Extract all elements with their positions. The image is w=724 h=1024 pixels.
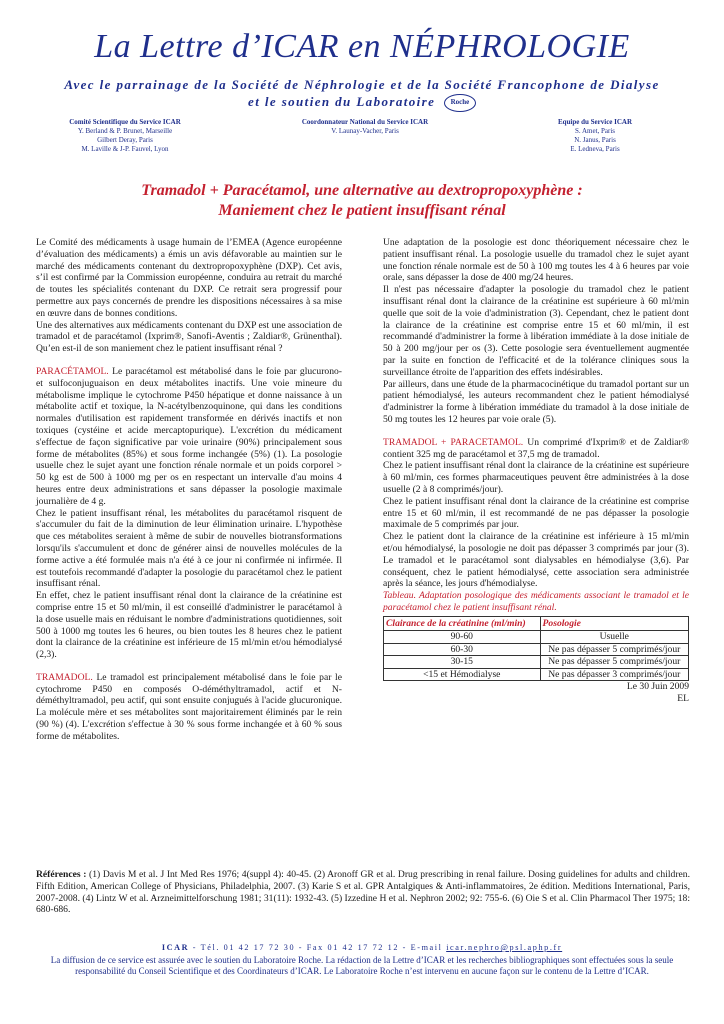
paragraph — [36, 672, 342, 743]
table-header-row — [384, 616, 689, 631]
email-link[interactable]: icar.nephro@psl.aphp.fr — [446, 943, 563, 952]
paragraph: Une des alternatives aux médicaments contenant du DXP est une association de tramadol et de paracétamol (Ixprim®, Sanofi-Aventis ; Zaldiar®, Grünenthal). Qu’en est-il de son maniement chez le patient insuffisant rénal ? — [36, 319, 342, 355]
section-label-paracetamol: PARACÉTAMOL. — [36, 365, 109, 377]
date: Le 30 Juin 2009 — [626, 681, 689, 693]
table-row — [384, 656, 689, 669]
committee-heading: Comité Scientifique du Service ICAR — [69, 118, 181, 126]
table-cell: Ne pas dépasser 3 comprimés/jour — [540, 668, 688, 681]
newsletter-title: La Lettre d’ICAR en NÉPHROLOGIE — [94, 28, 630, 65]
table-row — [384, 631, 689, 644]
article-title-line-1: Tramadol + Paracétamol, une alternative au dextropropoxyphène : — [141, 182, 583, 199]
author-initials: EL — [677, 693, 689, 704]
table-cell: <15 et Hémodialyse — [384, 668, 541, 681]
table-cell: 90-60 — [384, 631, 541, 644]
paragraph-text: Le tramadol est principalement métabolisé dans le foie par le cytochrome P450 en composés O-déméthyltramadol, actif et N-déméthyltramadol, peu actif, qui sont ensuite conjugués à l'acide glucuronique. La molécule mère et ses métabolites sont majoritairement éliminés par le rein (90 %) (4). L'excrétion s'effectue à 30 % sous forme inchangée et à 60 % sous forme de métabolites. — [36, 671, 342, 742]
table-cell: Usuelle — [540, 631, 688, 644]
paragraph: Le Comité des médicaments à usage humain de l’EMEA (Agence européenne d’évaluation des médicaments) a émis un avis défavorable au maintien sur le marché des médicaments contenant du dextropropoxyphène (DXP). Cet avis, s’il est confirmé par la Commission européenne, conduira au retrait du marché de toutes les spécialités contenant du DXP. Ce retrait sera progressif pour permettre aux pays concernés de prendre les dispositions nécessaires à sa mise en œuvre dans de bonnes conditions. — [36, 237, 342, 319]
left-column — [36, 237, 342, 743]
committees-block — [0, 118, 724, 158]
subtitle-line-2 — [40, 93, 684, 112]
table-cell: Ne pas dépasser 5 comprimés/jour — [540, 643, 688, 656]
paragraph: Chez le patient insuffisant rénal dont la clairance de la créatinine est supérieure à 60 ml/min, ces formes pharmaceutiques peuvent être administrées à la dose usuelle (2 à 8 comprimés/jour). — [383, 460, 689, 495]
disclaimer: La diffusion de ce service est assurée avec le soutien du Laboratoire Roche. La rédaction de la Lettre d’ICAR et les recherches bibliographiques sont effectuées sous la seule responsabilité du Conseil Scientifique et des Coordinateurs d’ICAR. Le Laboratoire Roche n’est intervenu en aucune façon sur le contenu de la Lettre d’ICAR. — [50, 955, 674, 976]
committee-member: N. Janus, Paris — [574, 136, 616, 144]
scientific-committee — [50, 118, 200, 154]
paragraph-text: Un comprimé d'Ixprim® et de Zaldiar® contient 325 mg de paracétamol et 37,5 mg de tramadol. — [383, 436, 689, 460]
paragraph: Chez le patient insuffisant rénal, les métabolites du paracétamol risquent de s'accumuler du fait de la diminution de leur élimination urinaire. L'hypothèse que ces métabolites seraient à même de subir de nouvelles biotransformations lorsqu'ils s'accumulent et donc de générer ainsi de nouvelles molécules de la forme active a été formulée mais n'a été à ce jour ni confirmée ni infirmée. Il est toutefois recommandé d'adapter la posologie du paracétamol chez le patient insuffisant rénal. — [36, 507, 342, 590]
paragraph — [36, 366, 342, 508]
committee-member: Gilbert Deray, Paris — [97, 136, 153, 144]
paragraph: Chez le patient dont la clairance de la créatinine est inférieure à 15 ml/min et/ou hémodialysé, la posologie ne doit pas dépasser 3 comprimés par jour (3). Le tramadol et le paracétamol sont dialysables en hémodialyse (3,6). Par conséquent, chez le patient hémodialysé, cette association sera administrée après la séance, les jours d'hémodialyse. — [383, 531, 689, 590]
section-label-combination: TRAMADOL + PARACETAMOL. — [383, 436, 524, 448]
committee-member: Y. Berland & P. Brunet, Marseille — [77, 127, 173, 135]
paragraph: Chez le patient insuffisant rénal dont la clairance de la créatinine est comprise entre 15 et 60 ml/min, il est recommandé de ne pas dépasser la posologie maximale de 5 comprimés par jour. — [383, 495, 689, 531]
committee-member: V. Launay-Vacher, Paris — [331, 127, 399, 135]
icar-brand: ICAR — [161, 943, 190, 952]
paragraph: Par ailleurs, dans une étude de la pharmacocinétique du tramadol portant sur un patient hémodialysé, les auteurs recommandent chez le patient hémodialysé d'administrer la forme à libération immédiate du tramadol à la dose initiale de 50 mg toutes les 12 heures par voie orale (5). — [383, 378, 689, 425]
national-coordinator — [285, 118, 445, 136]
table-cell: 30-15 — [384, 656, 541, 669]
paragraph: Il n'est pas nécessaire d'adapter la posologie du tramadol chez le patient insuffisant rénal dont la clairance de la créatinine est supérieure à 60 ml/min quelle que soit de la voie d'administration (3). Cependant, chez le patient dont la clairance de la créatinine est comprise entre 15 et 60 ml/min, il est recommandé d'administrer la forme à libération immédiate à la dose initiale de 50 à 200 mg/jour per os (3). Cette posologie sera éventuellement augmentée par la suite en fonction de l'efficacité et de la tolérance cliniques sous la surveillance étroite de l'apparition des effets indésirables. — [383, 284, 689, 378]
table-header: Clairance de la créatinine (ml/min) — [384, 616, 541, 631]
committee-heading: Coordonnateur National du Service ICAR — [301, 118, 429, 126]
section-label-tramadol: TRAMADOL. — [36, 671, 93, 683]
article-title — [60, 181, 664, 221]
service-team — [520, 118, 670, 154]
dosage-table — [383, 616, 689, 682]
committee-heading: Equipe du Service ICAR — [557, 118, 633, 126]
table-caption: Tableau. Adaptation posologique des médicaments associant le tramadol et le paracétamol chez le patient insuffisant rénal. — [383, 590, 689, 613]
table-header: Posologie — [540, 616, 688, 631]
roche-logo: Roche — [444, 94, 476, 112]
committee-member: E. Ledneva, Paris — [570, 145, 620, 153]
table-cell: 60-30 — [384, 643, 541, 656]
article-title-line-2: Maniement chez le patient insuffisant rénal — [218, 202, 506, 219]
table-cell: Ne pas dépasser 5 comprimés/jour — [540, 656, 688, 669]
table-row — [384, 643, 689, 656]
references-text: (1) Davis M et al. J Int Med Res 1976; 4(suppl 4): 40-45. (2) Aronoff GR et al. Drug prescribing in renal failure. Dosing guidelines for adults and children. Fifth Edition, American College of Physicians, Philadelphia, 2007. (3) Karie S et al. GPR Antalgiques & Anti-inflammatoires, 2e édition. Meditions International, Paris, 2007-2008. (4) Lintz W et al. Arzneimittelforschung 1981; 31(11): 1932-43. (5) Izzedine H et al. Nephron 2002; 92: 755-6. (6) Oie S et al. Clin Pharmacol Ther 1975; 18: 680-686. — [36, 869, 690, 916]
paragraph — [383, 437, 689, 461]
committee-member: S. Amet, Paris — [574, 127, 616, 135]
references — [36, 869, 690, 916]
paragraph: En effet, chez le patient insuffisant rénal dont la clairance de la créatinine est comprise entre 15 et 50 ml/min, il est conseillé d'administrer le paracétamol à la dose usuelle mais en réduisant le nombre d'administrations quotidiennes, soit 500 à 1000 mg toutes les 6 heures, ou bien toutes les 8 heures chez le patient dont la clairance de la créatinine est inférieure de 15 ml/min et/ou hémodialysé (2,3). — [36, 590, 342, 661]
subtitle-line-1: Avec le parrainage de la Société de Néphrologie et de la Société Francophone de Dialyse — [64, 77, 660, 92]
contact-details: - Tél. 01 42 17 72 30 - Fax 01 42 17 72 12 - E-mail — [189, 943, 447, 952]
table-row — [384, 668, 689, 681]
subtitle-line-2-text: et le soutien du Laboratoire — [248, 94, 436, 109]
references-label: Références : — [36, 869, 87, 880]
newsletter-subtitle — [40, 76, 684, 112]
committee-member: M. Laville & J-P. Fauvel, Lyon — [81, 145, 169, 153]
paragraph: Une adaptation de la posologie est donc théoriquement nécessaire chez le patient insuffisant rénal. La posologie usuelle du tramadol chez le sujet ayant une fonction rénale normale est de 50 à 100 mg toutes les 4 à 6 heures par voie orale, sans dépasser la dose de 400 mg/24 heures. — [383, 237, 689, 284]
paragraph-text: Le paracétamol est métabolisé dans le foie par glucurono- et sulfoconjuguaison en deux métabolites inactifs. Une voie mineure du métabolisme implique le cytochrome P450 hépatique et donne naissance à un métabolite actif et toxique, la N-acétylbenzoquinone, qui dans les conditions normales d'utilisation est rapidement transformée en dérivés inactifs et non toxiques (cystéine et acide mercaptopurique). L'excrétion du médicament s'effectue de façon significative par voie urinaire (90%) principalement sous forme de métabolites (85%) et sous forme inchangée (5%) (1). La posologie usuelle chez le sujet ayant une fonction rénale normale et un poids corporel > 50 kg est de 500 à 1000 mg per os en respectant un intervalle d'au moins 4 heures entre deux administrations et sans dépasser la posologie maximale journalière de 4 g. — [36, 365, 342, 507]
right-column — [383, 237, 689, 705]
contact-line — [0, 943, 724, 952]
